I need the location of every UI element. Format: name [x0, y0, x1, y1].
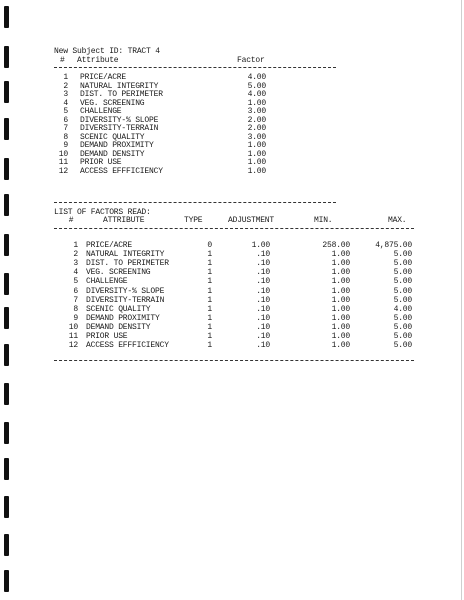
attribute-name: DEMAND DENSITY: [86, 322, 151, 332]
min-value: 1.00: [331, 250, 350, 260]
type-value: 1: [207, 259, 212, 269]
attribute-name: DIVERSITY-% SLOPE: [80, 115, 159, 125]
subject-col-num: #: [60, 56, 65, 65]
factor-value: 5.00: [247, 81, 266, 91]
row-number: 12: [68, 341, 78, 351]
adjustment-value: .10: [256, 304, 270, 314]
max-value: 5.00: [393, 286, 412, 296]
min-value: 1.00: [331, 332, 350, 341]
max-value: 5.00: [393, 295, 412, 305]
factor-value: 3.00: [247, 107, 266, 116]
min-value: 1.00: [331, 286, 350, 296]
factors-col-num: #: [68, 216, 74, 225]
factor-value: 4.00: [247, 73, 266, 82]
row-number: 6: [73, 286, 78, 296]
factor-value: 1.00: [247, 98, 266, 108]
min-value: 1.00: [331, 304, 350, 314]
type-value: 1: [207, 295, 212, 305]
adjustment-value: .10: [256, 250, 270, 260]
row-number: 4: [63, 98, 68, 108]
type-value: 1: [207, 341, 212, 351]
type-value: 1: [207, 332, 212, 341]
max-value: 5.00: [393, 259, 412, 269]
subject-id-line: New Subject ID: TRACT 4: [54, 47, 160, 56]
attribute-name: VEG. SCREENING: [86, 268, 151, 278]
type-value: 1: [207, 286, 212, 296]
subject-col-factor: Factor: [237, 56, 265, 65]
attribute-name: PRIOR USE: [86, 332, 128, 341]
attribute-name: NATURAL INTEGRITY: [80, 81, 159, 91]
type-value: 1: [207, 313, 212, 323]
type-value: 1: [207, 277, 212, 287]
max-value: 5.00: [393, 341, 412, 351]
adjustment-value: .10: [256, 259, 270, 269]
attribute-name: DEMAND PROXIMITY: [80, 141, 154, 150]
row-number: 7: [63, 124, 68, 133]
row-number: 8: [73, 304, 78, 314]
max-value: 5.00: [393, 268, 412, 278]
adjustment-value: 1.00: [251, 241, 270, 250]
min-value: 1.00: [331, 341, 350, 351]
row-number: 8: [63, 132, 68, 142]
adjustment-value: .10: [256, 286, 270, 296]
type-value: 1: [207, 304, 212, 314]
row-number: 1: [63, 73, 68, 82]
factor-value: 1.00: [247, 158, 266, 167]
adjustment-value: .10: [256, 322, 270, 332]
attribute-name: DIST. TO PERIMETER: [86, 259, 169, 269]
type-value: 0: [207, 241, 212, 250]
row-number: 1: [73, 241, 78, 250]
attribute-name: SCENIC QUALITY: [86, 304, 151, 314]
factor-value: 3.00: [247, 132, 266, 142]
factors-col-min: MIN.: [314, 216, 333, 225]
row-number: 10: [68, 322, 78, 332]
factors-col-attribute: ATTRIBUTE: [103, 216, 145, 225]
min-value: 1.00: [331, 268, 350, 278]
factors-bottom-rule: [54, 360, 414, 361]
min-value: 258.00: [322, 241, 350, 250]
adjustment-value: .10: [256, 295, 270, 305]
subject-col-attribute: Attribute: [77, 56, 119, 65]
attribute-name: PRICE/ACRE: [86, 241, 133, 250]
row-number: 11: [58, 158, 68, 167]
factor-value: 2.00: [247, 124, 266, 133]
attribute-name: DEMAND DENSITY: [80, 149, 145, 159]
attribute-name: CHALLENGE: [80, 107, 122, 116]
attribute-name: DIST. TO PERIMETER: [80, 90, 163, 99]
attribute-name: PRICE/ACRE: [80, 73, 127, 82]
min-value: 1.00: [331, 259, 350, 269]
max-value: 5.00: [393, 313, 412, 323]
max-value: 4,875.00: [375, 241, 412, 250]
row-number: 4: [73, 268, 78, 278]
type-value: 1: [207, 322, 212, 332]
factor-value: 1.00: [247, 166, 266, 176]
factors-col-adjustment: ADJUSTMENT: [228, 216, 275, 225]
subject-bottom-rule: [54, 202, 336, 203]
type-value: 1: [207, 250, 212, 260]
max-value: 5.00: [393, 277, 412, 287]
attribute-name: SCENIC QUALITY: [80, 132, 145, 142]
adjustment-value: .10: [256, 268, 270, 278]
factors-col-max: MAX.: [388, 216, 407, 225]
row-number: 3: [73, 259, 78, 269]
row-number: 5: [63, 107, 68, 116]
min-value: 1.00: [331, 277, 350, 287]
row-number: 9: [73, 313, 78, 323]
min-value: 1.00: [331, 313, 350, 323]
attribute-name: NATURAL INTEGRITY: [86, 250, 165, 260]
subject-header-rule: [54, 67, 336, 68]
attribute-name: DIVERSITY-TERRAIN: [86, 295, 165, 305]
max-value: 5.00: [393, 322, 412, 332]
type-value: 1: [207, 268, 212, 278]
row-number: 3: [63, 90, 68, 99]
attribute-name: DIVERSITY-% SLOPE: [86, 286, 165, 296]
attribute-name: VEG. SCREENING: [80, 98, 145, 108]
adjustment-value: .10: [256, 341, 270, 351]
attribute-name: DIVERSITY-TERRAIN: [80, 124, 159, 133]
adjustment-value: .10: [256, 332, 270, 341]
factor-value: 2.00: [247, 115, 266, 125]
attribute-name: ACCESS EFFFICIENCY: [86, 341, 169, 351]
attribute-name: CHALLENGE: [86, 277, 128, 287]
attribute-name: ACCESS EFFFICIENCY: [80, 166, 163, 176]
factor-value: 1.00: [247, 149, 266, 159]
row-number: 6: [63, 115, 68, 125]
adjustment-value: .10: [256, 313, 270, 323]
row-number: 9: [63, 141, 68, 150]
row-number: 2: [63, 81, 68, 91]
min-value: 1.00: [331, 295, 350, 305]
max-value: 4.00: [393, 304, 412, 314]
factors-title: LIST OF FACTORS READ:: [54, 208, 151, 217]
max-value: 5.00: [393, 250, 412, 260]
factor-value: 1.00: [247, 141, 266, 150]
row-number: 5: [73, 277, 78, 287]
adjustment-value: .10: [256, 277, 270, 287]
row-number: 11: [68, 332, 78, 341]
attribute-name: DEMAND PROXIMITY: [86, 313, 160, 323]
factor-value: 4.00: [247, 90, 266, 99]
attribute-name: PRIOR USE: [80, 158, 122, 167]
row-number: 10: [58, 149, 68, 159]
row-number: 7: [73, 295, 78, 305]
max-value: 5.00: [393, 332, 412, 341]
min-value: 1.00: [331, 322, 350, 332]
row-number: 12: [58, 166, 68, 176]
row-number: 2: [73, 250, 78, 260]
factors-header-rule: [54, 228, 414, 229]
factors-col-type: TYPE: [184, 216, 203, 225]
